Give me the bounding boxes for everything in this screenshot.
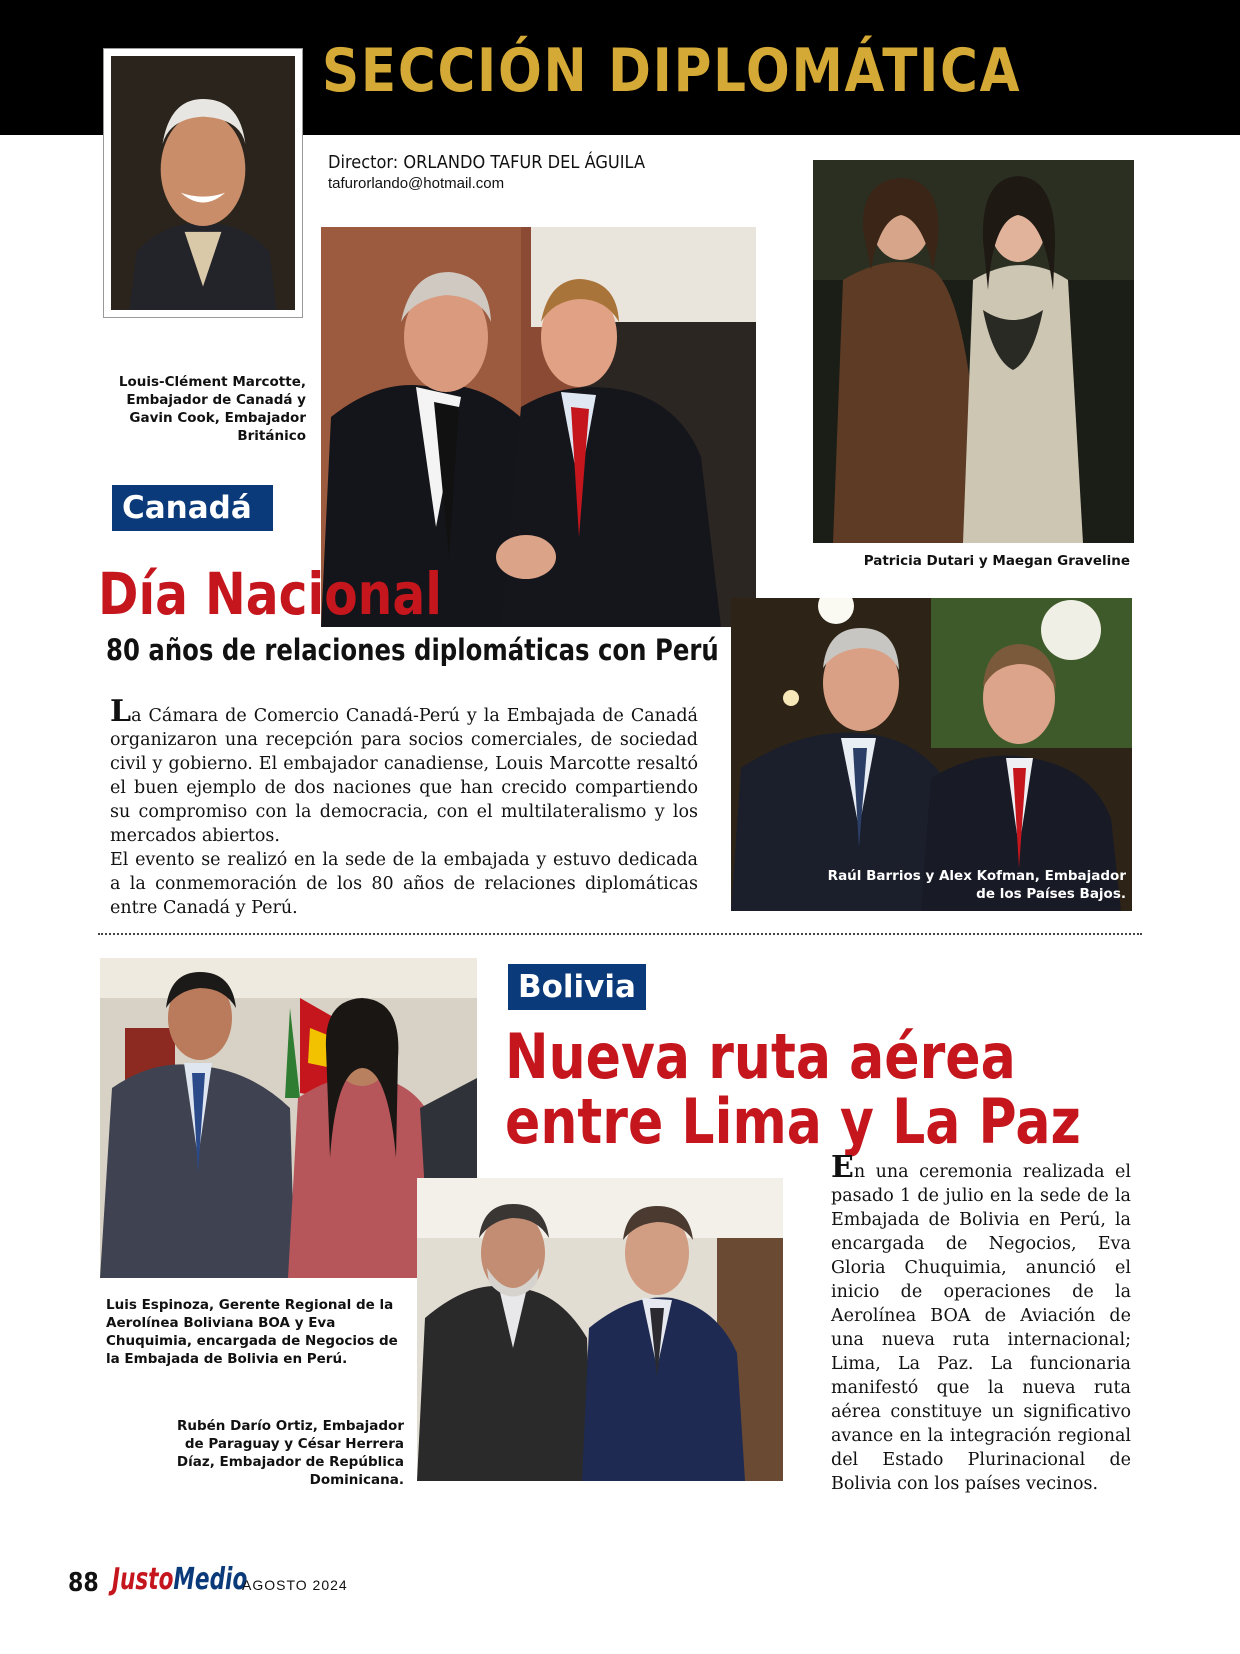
logo-part-justo: Justo bbox=[112, 1562, 174, 1597]
bolivia-tag: Bolivia bbox=[508, 964, 646, 1010]
bolivia-body bbox=[831, 1150, 1131, 1496]
issue-date: AGOSTO 2024 bbox=[242, 1577, 348, 1593]
canada-subheadline: 80 años de relaciones diplomáticas con Perú bbox=[106, 633, 719, 667]
caption-barrios-kofman: Raúl Barrios y Alex Kofman, Embajador de los Países Bajos. bbox=[827, 868, 1126, 902]
photo-dutari-graveline bbox=[813, 160, 1134, 543]
canada-body-paragraph-1: La Cámara de Comercio Canadá-Perú y la Embajada de Canadá organizaron una recepción para socios comerciales, de sociedad civil y gobierno. El embajador canadiense, Louis Marcotte resaltó el buen ejemplo de dos naciones que han crecido compartiendo su compromiso con la democracia, con el multilateralismo y los mercados abiertos. bbox=[110, 694, 698, 846]
page-number: 88 bbox=[68, 1568, 99, 1598]
director-credit: Director: ORLANDO TAFUR DEL ÁGUILA bbox=[328, 152, 646, 173]
canada-tag: Canadá bbox=[112, 485, 273, 531]
caption-espinoza-chuquimia: Luis Espinoza, Gerente Regional de la Aerolínea Boliviana BOA y Eva Chuquimia, encargada de Negocios de la Embajada de Bolivia en Perú. bbox=[106, 1297, 398, 1367]
director-portrait-photo bbox=[111, 56, 295, 310]
director-email: tafurorlando@hotmail.com bbox=[328, 175, 505, 192]
justomedio-logo bbox=[112, 1562, 247, 1597]
caption-marcotte-cook: Louis-Clément Marcotte, Embajador de Canadá y Gavin Cook, Embajador Británico bbox=[118, 374, 306, 444]
director-portrait-frame bbox=[103, 48, 303, 318]
bolivia-headline-line2: entre Lima y La Paz bbox=[505, 1085, 1081, 1158]
canada-headline: Día Nacional bbox=[98, 560, 442, 628]
caption-dutari-graveline: Patricia Dutari y Maegan Graveline bbox=[863, 553, 1130, 569]
canada-body-paragraph-2: El evento se realizó en la sede de la embajada y estuvo dedicada a la conmemoración de los 80 años de relaciones diplomáticas entre Canadá y Perú. bbox=[110, 850, 698, 918]
photo-barrios-kofman bbox=[731, 598, 1132, 911]
section-title: SECCIÓN DIPLOMÁTICA bbox=[322, 36, 1022, 106]
bolivia-body-paragraph: En una ceremonia realizada el pasado 1 de julio en la sede de la Embajada de Bolivia en Perú, la encargada de Negocios, Eva Gloria Chuquimia, anunció el inicio de operaciones de la Aerolínea BOA de Aviación de una nueva ruta internacional; Lima, La Paz. La funcionaria manifestó que la nueva ruta aérea constituye un significativo avance en la integración regional del Estado Plurinacional de Bolivia con los países vecinos. bbox=[831, 1150, 1131, 1494]
photo-ortiz-herrera bbox=[417, 1178, 783, 1481]
canada-body bbox=[110, 694, 698, 920]
bolivia-headline-line1: Nueva ruta aérea bbox=[505, 1020, 1016, 1093]
section-divider bbox=[98, 933, 1142, 935]
logo-part-medio: Medio bbox=[173, 1562, 248, 1597]
caption-ortiz-herrera: Rubén Darío Ortiz, Embajador de Paraguay y César Herrera Díaz, Embajador de República Dominicana. bbox=[176, 1418, 404, 1488]
